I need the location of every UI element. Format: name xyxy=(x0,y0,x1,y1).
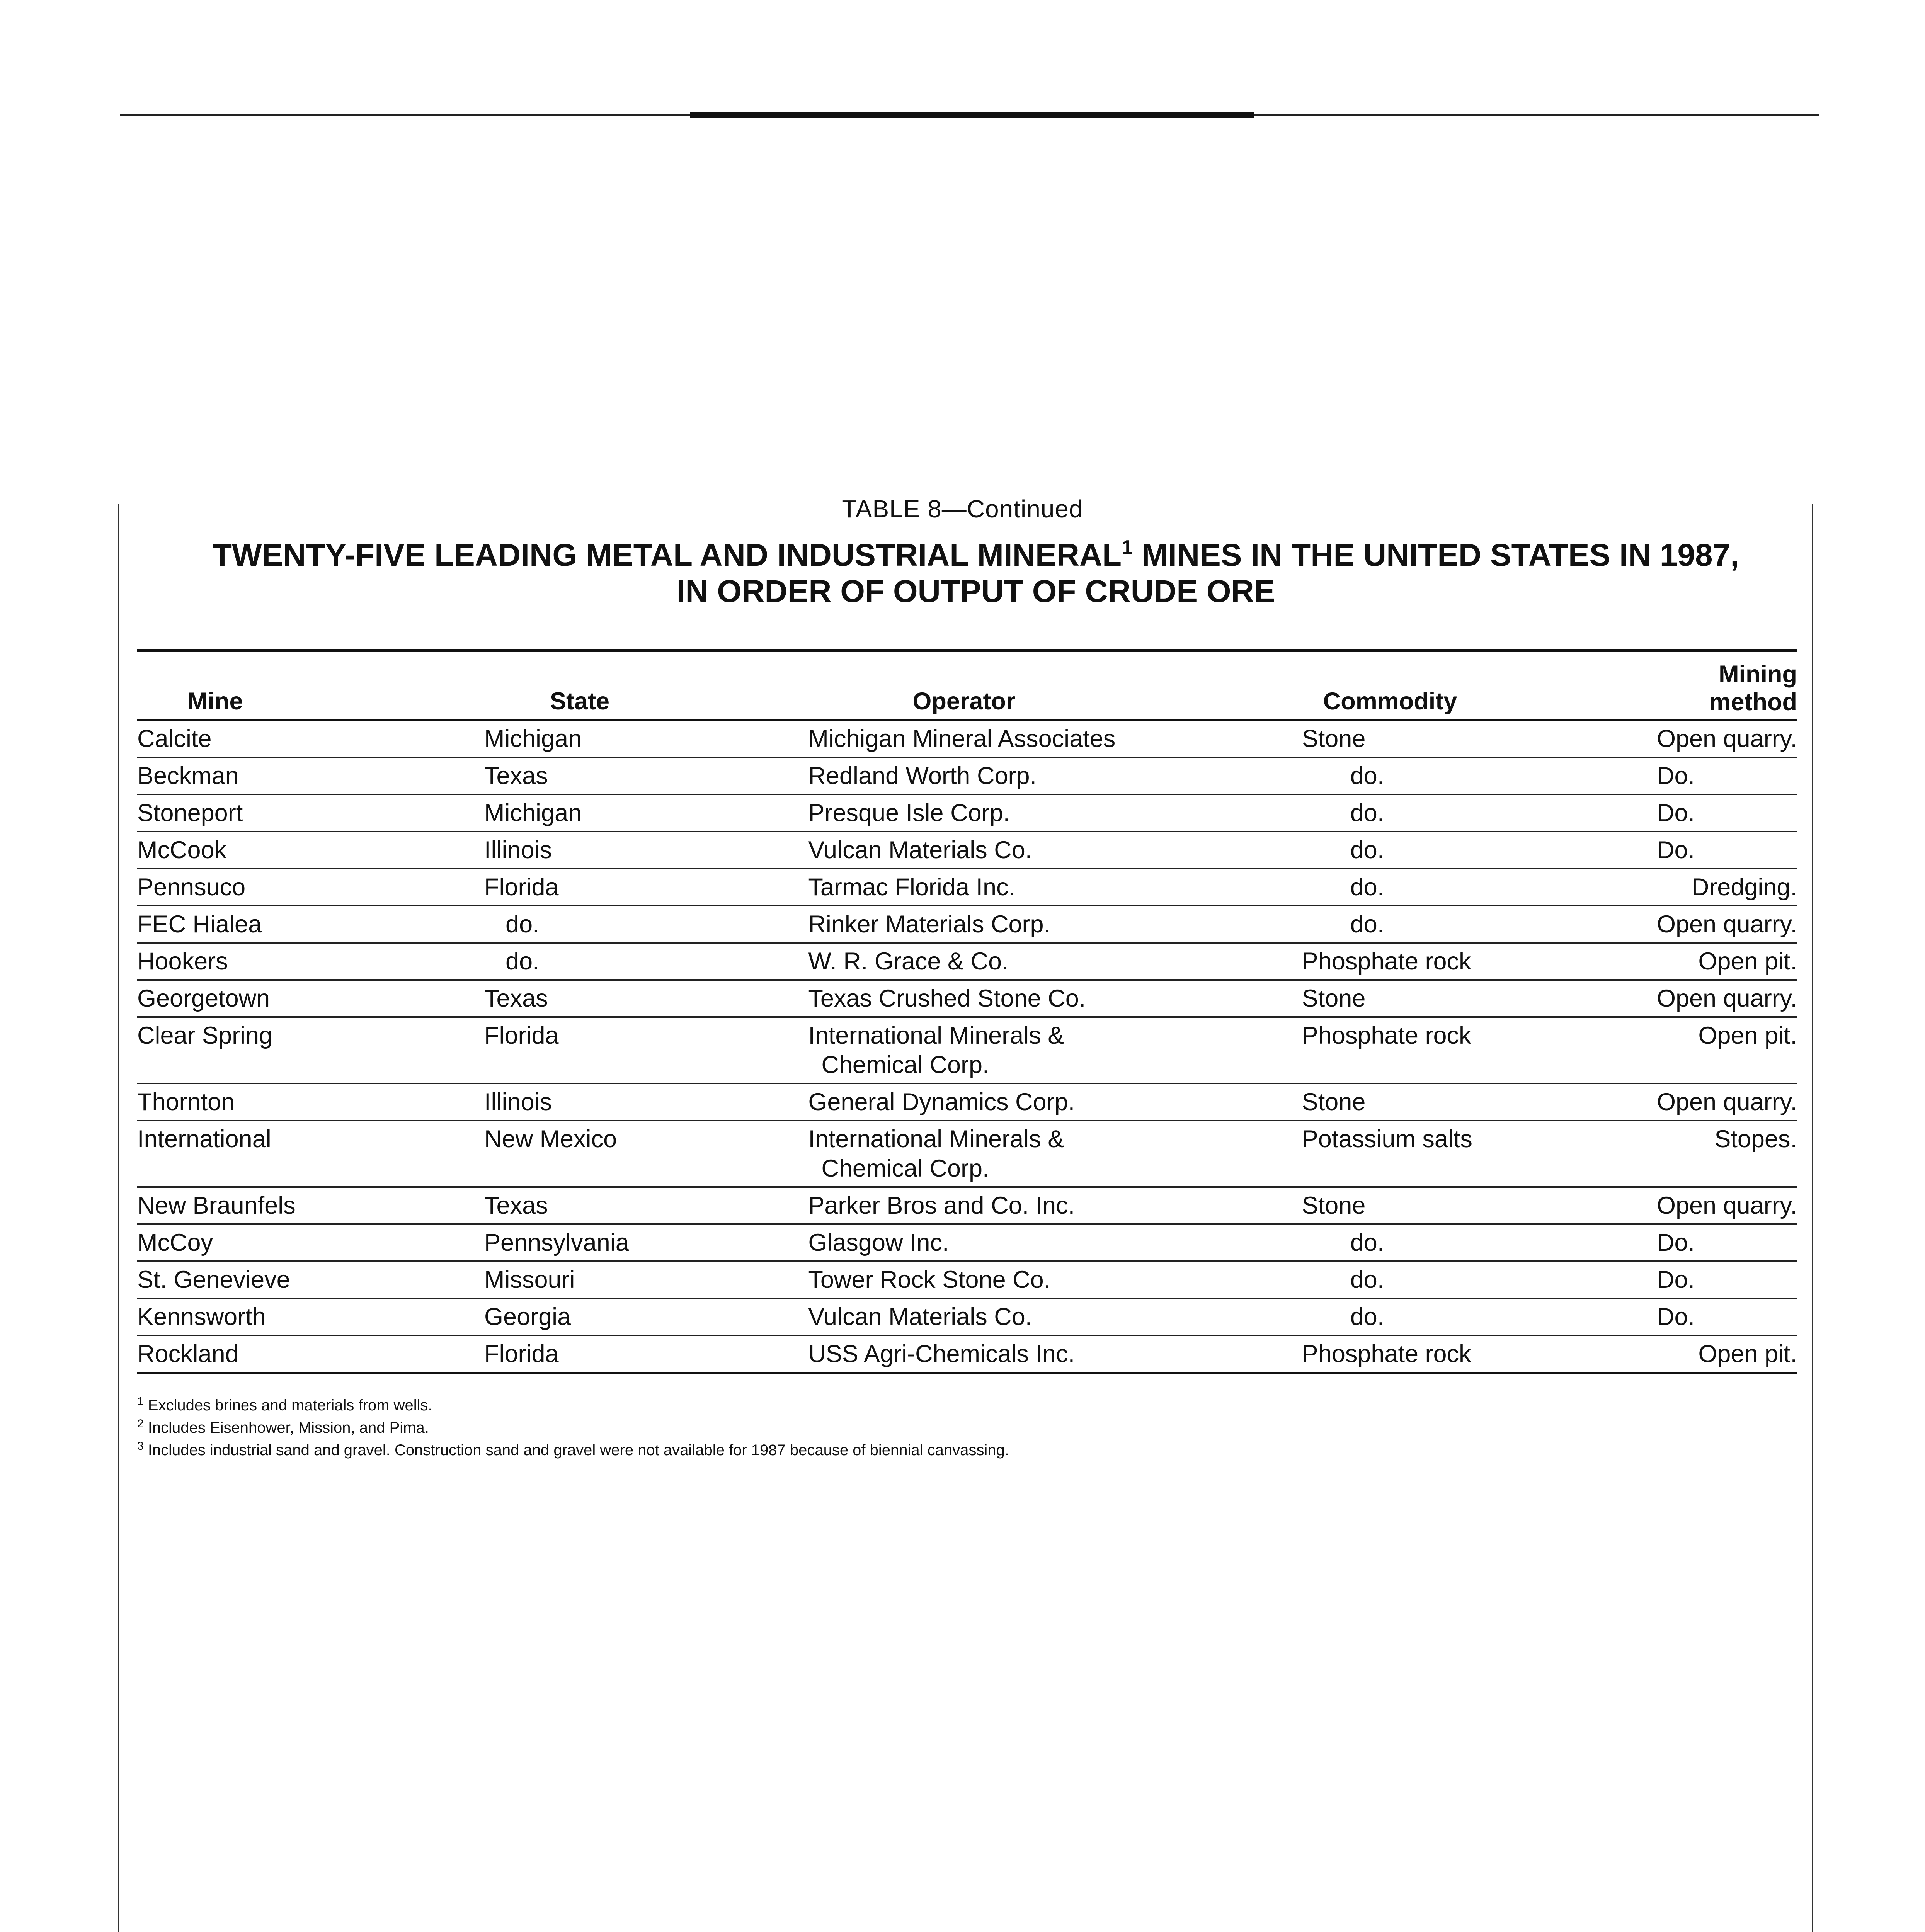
operator-cell-text: Parker Bros and Co. Inc. xyxy=(808,1192,1075,1219)
operator-cell xyxy=(808,757,1302,794)
mine-cell-text: Kennsworth xyxy=(137,1303,266,1330)
table-row xyxy=(137,1017,1797,1083)
mine-cell-text: Pennsuco xyxy=(137,874,246,901)
state-cell xyxy=(484,720,808,758)
state-cell xyxy=(484,832,808,869)
mine-cell xyxy=(137,1121,484,1187)
commodity-cell xyxy=(1302,1335,1657,1373)
operator-cell-text: Redland Worth Corp. xyxy=(808,762,1037,789)
method-cell xyxy=(1657,906,1797,943)
method-cell xyxy=(1657,943,1797,980)
operator-cell xyxy=(808,1224,1302,1261)
table-title-part2: MINES IN THE UNITED STATES IN 1987, xyxy=(1133,537,1739,573)
mine-cell xyxy=(137,906,484,943)
operator-cell xyxy=(808,869,1302,906)
right-margin-line xyxy=(1812,504,1813,1932)
mine-cell-text: Georgetown xyxy=(137,985,270,1012)
commodity-cell-text: do. xyxy=(1350,1303,1384,1330)
commodity-cell xyxy=(1302,1298,1657,1335)
state-cell-text: Texas xyxy=(484,985,548,1012)
col-header-operator: Operator xyxy=(808,651,1302,720)
commodity-cell xyxy=(1302,832,1657,869)
state-cell-text: Florida xyxy=(484,1022,559,1049)
operator-cell xyxy=(808,832,1302,869)
mine-cell xyxy=(137,1335,484,1373)
state-cell xyxy=(484,943,808,980)
method-cell-text: Do. xyxy=(1656,799,1695,827)
col-header-commodity: Commodity xyxy=(1302,651,1657,720)
table-title-part1: TWENTY-FIVE LEADING METAL AND INDUSTRIAL MINERAL xyxy=(213,537,1122,573)
table-row xyxy=(137,1298,1797,1335)
mine-cell xyxy=(137,869,484,906)
method-cell-text: Do. xyxy=(1656,1266,1695,1293)
commodity-cell-text: do. xyxy=(1350,1266,1384,1293)
method-cell-text: Do. xyxy=(1656,1229,1695,1256)
method-cell xyxy=(1657,869,1797,906)
table-row xyxy=(137,1224,1797,1261)
operator-cell-text: USS Agri-Chemicals Inc. xyxy=(808,1340,1075,1367)
state-cell xyxy=(484,1121,808,1187)
table-row xyxy=(137,869,1797,906)
mine-cell-text: McCoy xyxy=(137,1229,213,1256)
operator-cell-continuation: Chemical Corp. xyxy=(821,1051,989,1078)
state-cell xyxy=(484,1335,808,1373)
commodity-cell-text: Stone xyxy=(1302,985,1366,1012)
operator-cell xyxy=(808,794,1302,832)
mine-cell-text: New Braunfels xyxy=(137,1192,296,1219)
footnote-marker: 3 xyxy=(137,1440,144,1452)
state-cell-text: do. xyxy=(506,948,540,975)
footnote xyxy=(137,1417,1799,1439)
method-cell-text: Do. xyxy=(1656,762,1695,789)
mine-cell-text: International xyxy=(137,1126,271,1153)
state-cell-text: Pennsylvania xyxy=(484,1229,629,1256)
commodity-cell-text: do. xyxy=(1350,799,1384,827)
col-header-method-line1: Mining xyxy=(1719,661,1797,688)
mine-cell xyxy=(137,1224,484,1261)
mine-cell-text: Hookers xyxy=(137,948,228,975)
operator-cell-text: Texas Crushed Stone Co. xyxy=(808,985,1086,1012)
mine-cell xyxy=(137,757,484,794)
mine-cell xyxy=(137,943,484,980)
method-cell xyxy=(1657,1224,1797,1261)
mine-cell xyxy=(137,720,484,758)
table-row xyxy=(137,832,1797,869)
table-row xyxy=(137,1083,1797,1121)
commodity-cell xyxy=(1302,1224,1657,1261)
commodity-cell-text: do. xyxy=(1350,837,1384,864)
col-header-mine: Mine xyxy=(137,651,484,720)
commodity-cell xyxy=(1302,906,1657,943)
table-row xyxy=(137,906,1797,943)
method-cell-text: Open quarry. xyxy=(1656,725,1797,752)
state-cell-text: Texas xyxy=(484,762,548,789)
state-cell xyxy=(484,906,808,943)
footnote-text: Includes industrial sand and gravel. Construction sand and gravel were not available for 1987 because of biennial canvassing. xyxy=(148,1442,1009,1459)
header-row xyxy=(137,651,1797,720)
state-cell xyxy=(484,869,808,906)
operator-cell-text: Tower Rock Stone Co. xyxy=(808,1266,1051,1293)
operator-cell xyxy=(808,1121,1302,1187)
state-cell-text: do. xyxy=(506,911,540,938)
table-row xyxy=(137,980,1797,1017)
commodity-cell-text: Potassium salts xyxy=(1302,1126,1472,1153)
mine-cell xyxy=(137,1017,484,1083)
method-cell xyxy=(1657,1083,1797,1121)
mine-cell xyxy=(137,1261,484,1298)
mines-table xyxy=(137,649,1797,1374)
mine-cell xyxy=(137,1298,484,1335)
state-cell-text: Illinois xyxy=(484,837,552,864)
header-rule-thick xyxy=(690,112,1254,118)
footnotes xyxy=(137,1394,1799,1461)
commodity-cell-text: Stone xyxy=(1302,1088,1366,1116)
commodity-cell xyxy=(1302,1261,1657,1298)
method-cell xyxy=(1657,1017,1797,1083)
operator-cell-text: Tarmac Florida Inc. xyxy=(808,874,1016,901)
method-cell xyxy=(1657,980,1797,1017)
operator-cell xyxy=(808,1187,1302,1224)
state-cell xyxy=(484,1083,808,1121)
state-cell-text: New Mexico xyxy=(484,1126,617,1153)
table-label: TABLE 8—Continued xyxy=(842,495,1083,523)
table-title-line2: IN ORDER OF OUTPUT OF CRUDE ORE xyxy=(676,574,1275,609)
method-cell xyxy=(1657,1187,1797,1224)
col-header-method xyxy=(1657,651,1797,720)
operator-cell xyxy=(808,720,1302,758)
mine-cell-text: Beckman xyxy=(137,762,239,789)
state-cell xyxy=(484,1017,808,1083)
state-cell xyxy=(484,794,808,832)
state-cell-text: Texas xyxy=(484,1192,548,1219)
commodity-cell xyxy=(1302,1017,1657,1083)
state-cell xyxy=(484,980,808,1017)
method-cell xyxy=(1657,1335,1797,1373)
state-cell-text: Michigan xyxy=(484,799,582,827)
mine-cell xyxy=(137,794,484,832)
operator-cell-text: W. R. Grace & Co. xyxy=(808,948,1009,975)
state-cell-text: Georgia xyxy=(484,1303,571,1330)
operator-cell-text: Michigan Mineral Associates xyxy=(808,725,1116,752)
operator-cell xyxy=(808,1335,1302,1373)
commodity-cell xyxy=(1302,980,1657,1017)
commodity-cell xyxy=(1302,720,1657,758)
footnote xyxy=(137,1394,1799,1417)
commodity-cell-text: Stone xyxy=(1302,1192,1366,1219)
operator-cell-text: Glasgow Inc. xyxy=(808,1229,949,1256)
state-cell xyxy=(484,1187,808,1224)
operator-cell-text: International Minerals & xyxy=(808,1126,1064,1153)
mine-cell xyxy=(137,1187,484,1224)
commodity-cell xyxy=(1302,1121,1657,1187)
state-cell-text: Missouri xyxy=(484,1266,575,1293)
operator-cell xyxy=(808,1083,1302,1121)
method-cell-text: Dredging. xyxy=(1691,874,1797,901)
method-cell xyxy=(1657,757,1797,794)
operator-cell-text: Vulcan Materials Co. xyxy=(808,1303,1032,1330)
commodity-cell xyxy=(1302,1187,1657,1224)
mine-cell xyxy=(137,980,484,1017)
operator-cell-text: General Dynamics Corp. xyxy=(808,1088,1075,1116)
operator-cell-text: Vulcan Materials Co. xyxy=(808,837,1032,864)
operator-cell xyxy=(808,943,1302,980)
commodity-cell-text: Stone xyxy=(1302,725,1366,752)
method-cell xyxy=(1657,1121,1797,1187)
table-row xyxy=(137,1187,1797,1224)
state-cell-text: Florida xyxy=(484,1340,559,1367)
table-row xyxy=(137,1121,1797,1187)
method-cell-text: Do. xyxy=(1656,1303,1695,1330)
method-cell xyxy=(1657,832,1797,869)
mine-cell-text: Stoneport xyxy=(137,799,243,827)
commodity-cell-text: do. xyxy=(1350,762,1384,789)
operator-cell-continuation: Chemical Corp. xyxy=(821,1155,989,1182)
table-row xyxy=(137,1335,1797,1373)
mine-cell-text: McCook xyxy=(137,837,227,864)
col-header-state: State xyxy=(484,651,808,720)
state-cell-text: Illinois xyxy=(484,1088,552,1116)
mine-cell-text: St. Genevieve xyxy=(137,1266,290,1293)
mine-cell-text: Clear Spring xyxy=(137,1022,273,1049)
operator-cell xyxy=(808,1017,1302,1083)
state-cell xyxy=(484,1261,808,1298)
method-cell-text: Open quarry. xyxy=(1656,1192,1797,1219)
title-footnote-marker: 1 xyxy=(1122,536,1133,559)
mine-cell-text: Rockland xyxy=(137,1340,239,1367)
operator-cell-text: Rinker Materials Corp. xyxy=(808,911,1051,938)
commodity-cell-text: Phosphate rock xyxy=(1302,1340,1471,1367)
table-row xyxy=(137,794,1797,832)
mine-cell-text: FEC Hialea xyxy=(137,911,262,938)
method-cell-text: Stopes. xyxy=(1714,1126,1797,1153)
state-cell-text: Michigan xyxy=(484,725,582,752)
state-cell xyxy=(484,757,808,794)
commodity-cell-text: do. xyxy=(1350,874,1384,901)
table-row xyxy=(137,1261,1797,1298)
footnote-marker: 2 xyxy=(137,1417,144,1430)
method-cell xyxy=(1657,1261,1797,1298)
table-row xyxy=(137,943,1797,980)
method-cell-text: Open pit. xyxy=(1698,1340,1797,1367)
method-cell xyxy=(1657,794,1797,832)
footnote-marker: 1 xyxy=(137,1395,144,1408)
operator-cell xyxy=(808,1261,1302,1298)
commodity-cell xyxy=(1302,943,1657,980)
col-header-method-line2: method xyxy=(1709,689,1797,716)
commodity-cell xyxy=(1302,869,1657,906)
operator-cell xyxy=(808,1298,1302,1335)
footnote xyxy=(137,1439,1799,1461)
operator-cell xyxy=(808,980,1302,1017)
commodity-cell-text: do. xyxy=(1350,1229,1384,1256)
footnote-text: Includes Eisenhower, Mission, and Pima. xyxy=(148,1419,429,1436)
commodity-cell-text: Phosphate rock xyxy=(1302,948,1471,975)
commodity-cell xyxy=(1302,794,1657,832)
commodity-cell-text: do. xyxy=(1350,911,1384,938)
commodity-cell xyxy=(1302,757,1657,794)
mine-cell xyxy=(137,1083,484,1121)
mine-cell-text: Thornton xyxy=(137,1088,235,1116)
operator-cell-text: Presque Isle Corp. xyxy=(808,799,1010,827)
operator-cell-text: International Minerals & xyxy=(808,1022,1064,1049)
mine-cell xyxy=(137,832,484,869)
method-cell xyxy=(1657,720,1797,758)
table-row xyxy=(137,757,1797,794)
state-cell xyxy=(484,1224,808,1261)
method-cell xyxy=(1657,1298,1797,1335)
operator-cell xyxy=(808,906,1302,943)
left-margin-line xyxy=(118,504,119,1932)
state-cell xyxy=(484,1298,808,1335)
method-cell-text: Open pit. xyxy=(1698,1022,1797,1049)
table-row xyxy=(137,720,1797,758)
method-cell-text: Open quarry. xyxy=(1656,1088,1797,1116)
footnote-text: Excludes brines and materials from wells. xyxy=(148,1397,432,1414)
method-cell-text: Open pit. xyxy=(1698,948,1797,975)
state-cell-text: Florida xyxy=(484,874,559,901)
commodity-cell xyxy=(1302,1083,1657,1121)
table-title xyxy=(174,537,1778,610)
method-cell-text: Open quarry. xyxy=(1656,985,1797,1012)
method-cell-text: Do. xyxy=(1656,837,1695,864)
mine-cell-text: Calcite xyxy=(137,725,212,752)
method-cell-text: Open quarry. xyxy=(1656,911,1797,938)
commodity-cell-text: Phosphate rock xyxy=(1302,1022,1471,1049)
